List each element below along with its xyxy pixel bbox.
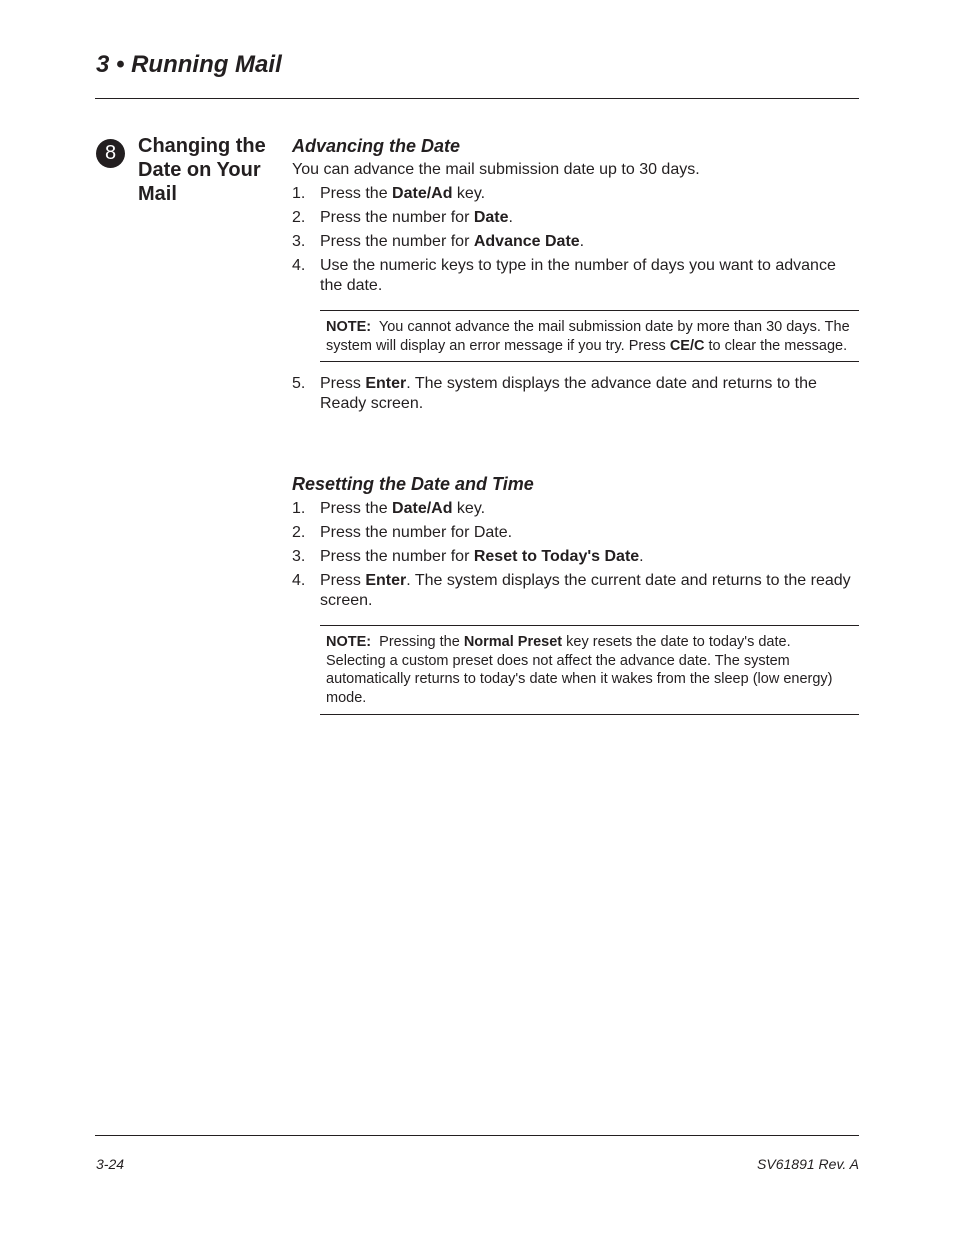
resetting-title: Resetting the Date and Time bbox=[292, 474, 534, 494]
step-text: Press the number for bbox=[320, 548, 474, 565]
list-item bbox=[292, 374, 859, 414]
key-name: Enter bbox=[365, 572, 407, 589]
step-text: . bbox=[579, 233, 585, 250]
advance-note bbox=[320, 310, 859, 362]
resetting-section bbox=[292, 473, 859, 715]
list-item bbox=[292, 184, 859, 204]
list-item bbox=[292, 547, 859, 567]
advancing-title: Advancing the Date bbox=[292, 136, 461, 156]
key-name: Date/Ad bbox=[392, 500, 453, 517]
step-number: 1. bbox=[292, 185, 306, 202]
list-item bbox=[292, 523, 859, 543]
step-text: . bbox=[639, 548, 644, 565]
section-heading-line: Mail bbox=[138, 183, 177, 205]
list-item bbox=[292, 232, 859, 252]
key-name: Enter bbox=[365, 375, 407, 393]
step-number: 3. bbox=[292, 233, 306, 250]
section-heading bbox=[138, 134, 278, 206]
reset-note bbox=[320, 625, 859, 715]
advancing-steps-continued bbox=[292, 374, 859, 414]
key-name: CE/C bbox=[669, 337, 705, 354]
advancing-section bbox=[292, 135, 859, 418]
key-name: Advance Date bbox=[473, 233, 580, 250]
step-text: . bbox=[508, 209, 513, 226]
note-label: NOTE: bbox=[326, 634, 372, 650]
step-text: Press the bbox=[320, 500, 393, 517]
step-text: Press the bbox=[320, 185, 393, 202]
step-number: 4. bbox=[292, 572, 306, 589]
step-text: Press the number for bbox=[320, 209, 474, 226]
step-number: 2. bbox=[292, 209, 306, 226]
key-name: Date/Ad bbox=[392, 185, 453, 202]
step-text: . The system displays the advance date and returns to the Ready screen. bbox=[320, 375, 817, 413]
section-heading-line: Date on Your bbox=[138, 159, 261, 181]
header-divider bbox=[95, 98, 859, 99]
step-number: 4. bbox=[292, 257, 306, 274]
key-name: Date bbox=[473, 209, 509, 226]
step-text: Press the number for bbox=[320, 233, 474, 250]
advancing-intro: You can advance the mail submission date up to 30 days. bbox=[292, 161, 700, 178]
note-text: You cannot advance the mail submission date by more than 30 days. The system will display an error message if you try. Press bbox=[326, 319, 850, 354]
step-text: . The system displays the current date and returns to the ready screen. bbox=[320, 572, 851, 609]
list-item bbox=[292, 499, 859, 519]
section-number-badge: 8 bbox=[96, 139, 125, 168]
note-text: key resets the date to today's date. Selecting a custom preset does not affect the advance date. The system automatically returns to today's date when it wakes from the sleep (low energy) mode. bbox=[326, 634, 833, 707]
resetting-steps bbox=[292, 499, 859, 611]
list-item bbox=[292, 256, 859, 296]
advancing-steps bbox=[292, 184, 859, 296]
step-text: Press bbox=[320, 572, 366, 589]
step-number: 1. bbox=[292, 500, 306, 517]
page-number: 3-24 bbox=[96, 1156, 125, 1172]
step-number: 3. bbox=[292, 548, 306, 565]
key-name: Normal Preset bbox=[463, 634, 563, 650]
step-number: 5. bbox=[292, 375, 306, 393]
note-text: Pressing the bbox=[379, 634, 464, 650]
note-text: to clear the message. bbox=[704, 337, 848, 354]
list-item bbox=[292, 571, 859, 611]
chapter-title: 3 • Running Mail bbox=[96, 51, 282, 78]
step-text: Press the number for Date. bbox=[320, 524, 513, 541]
footer-divider bbox=[95, 1135, 859, 1136]
document-id: SV61891 Rev. A bbox=[757, 1156, 859, 1172]
list-item bbox=[292, 208, 859, 228]
note-label: NOTE: bbox=[326, 319, 372, 335]
key-name: Reset to Today's Date bbox=[473, 548, 640, 565]
section-heading-line: Changing the bbox=[138, 135, 266, 157]
step-text: Press bbox=[320, 375, 366, 393]
step-number: 2. bbox=[292, 524, 306, 541]
step-text: key. bbox=[452, 185, 486, 202]
step-text: key. bbox=[452, 500, 486, 517]
step-text: Use the numeric keys to type in the number of days you want to advance the date. bbox=[320, 257, 836, 294]
